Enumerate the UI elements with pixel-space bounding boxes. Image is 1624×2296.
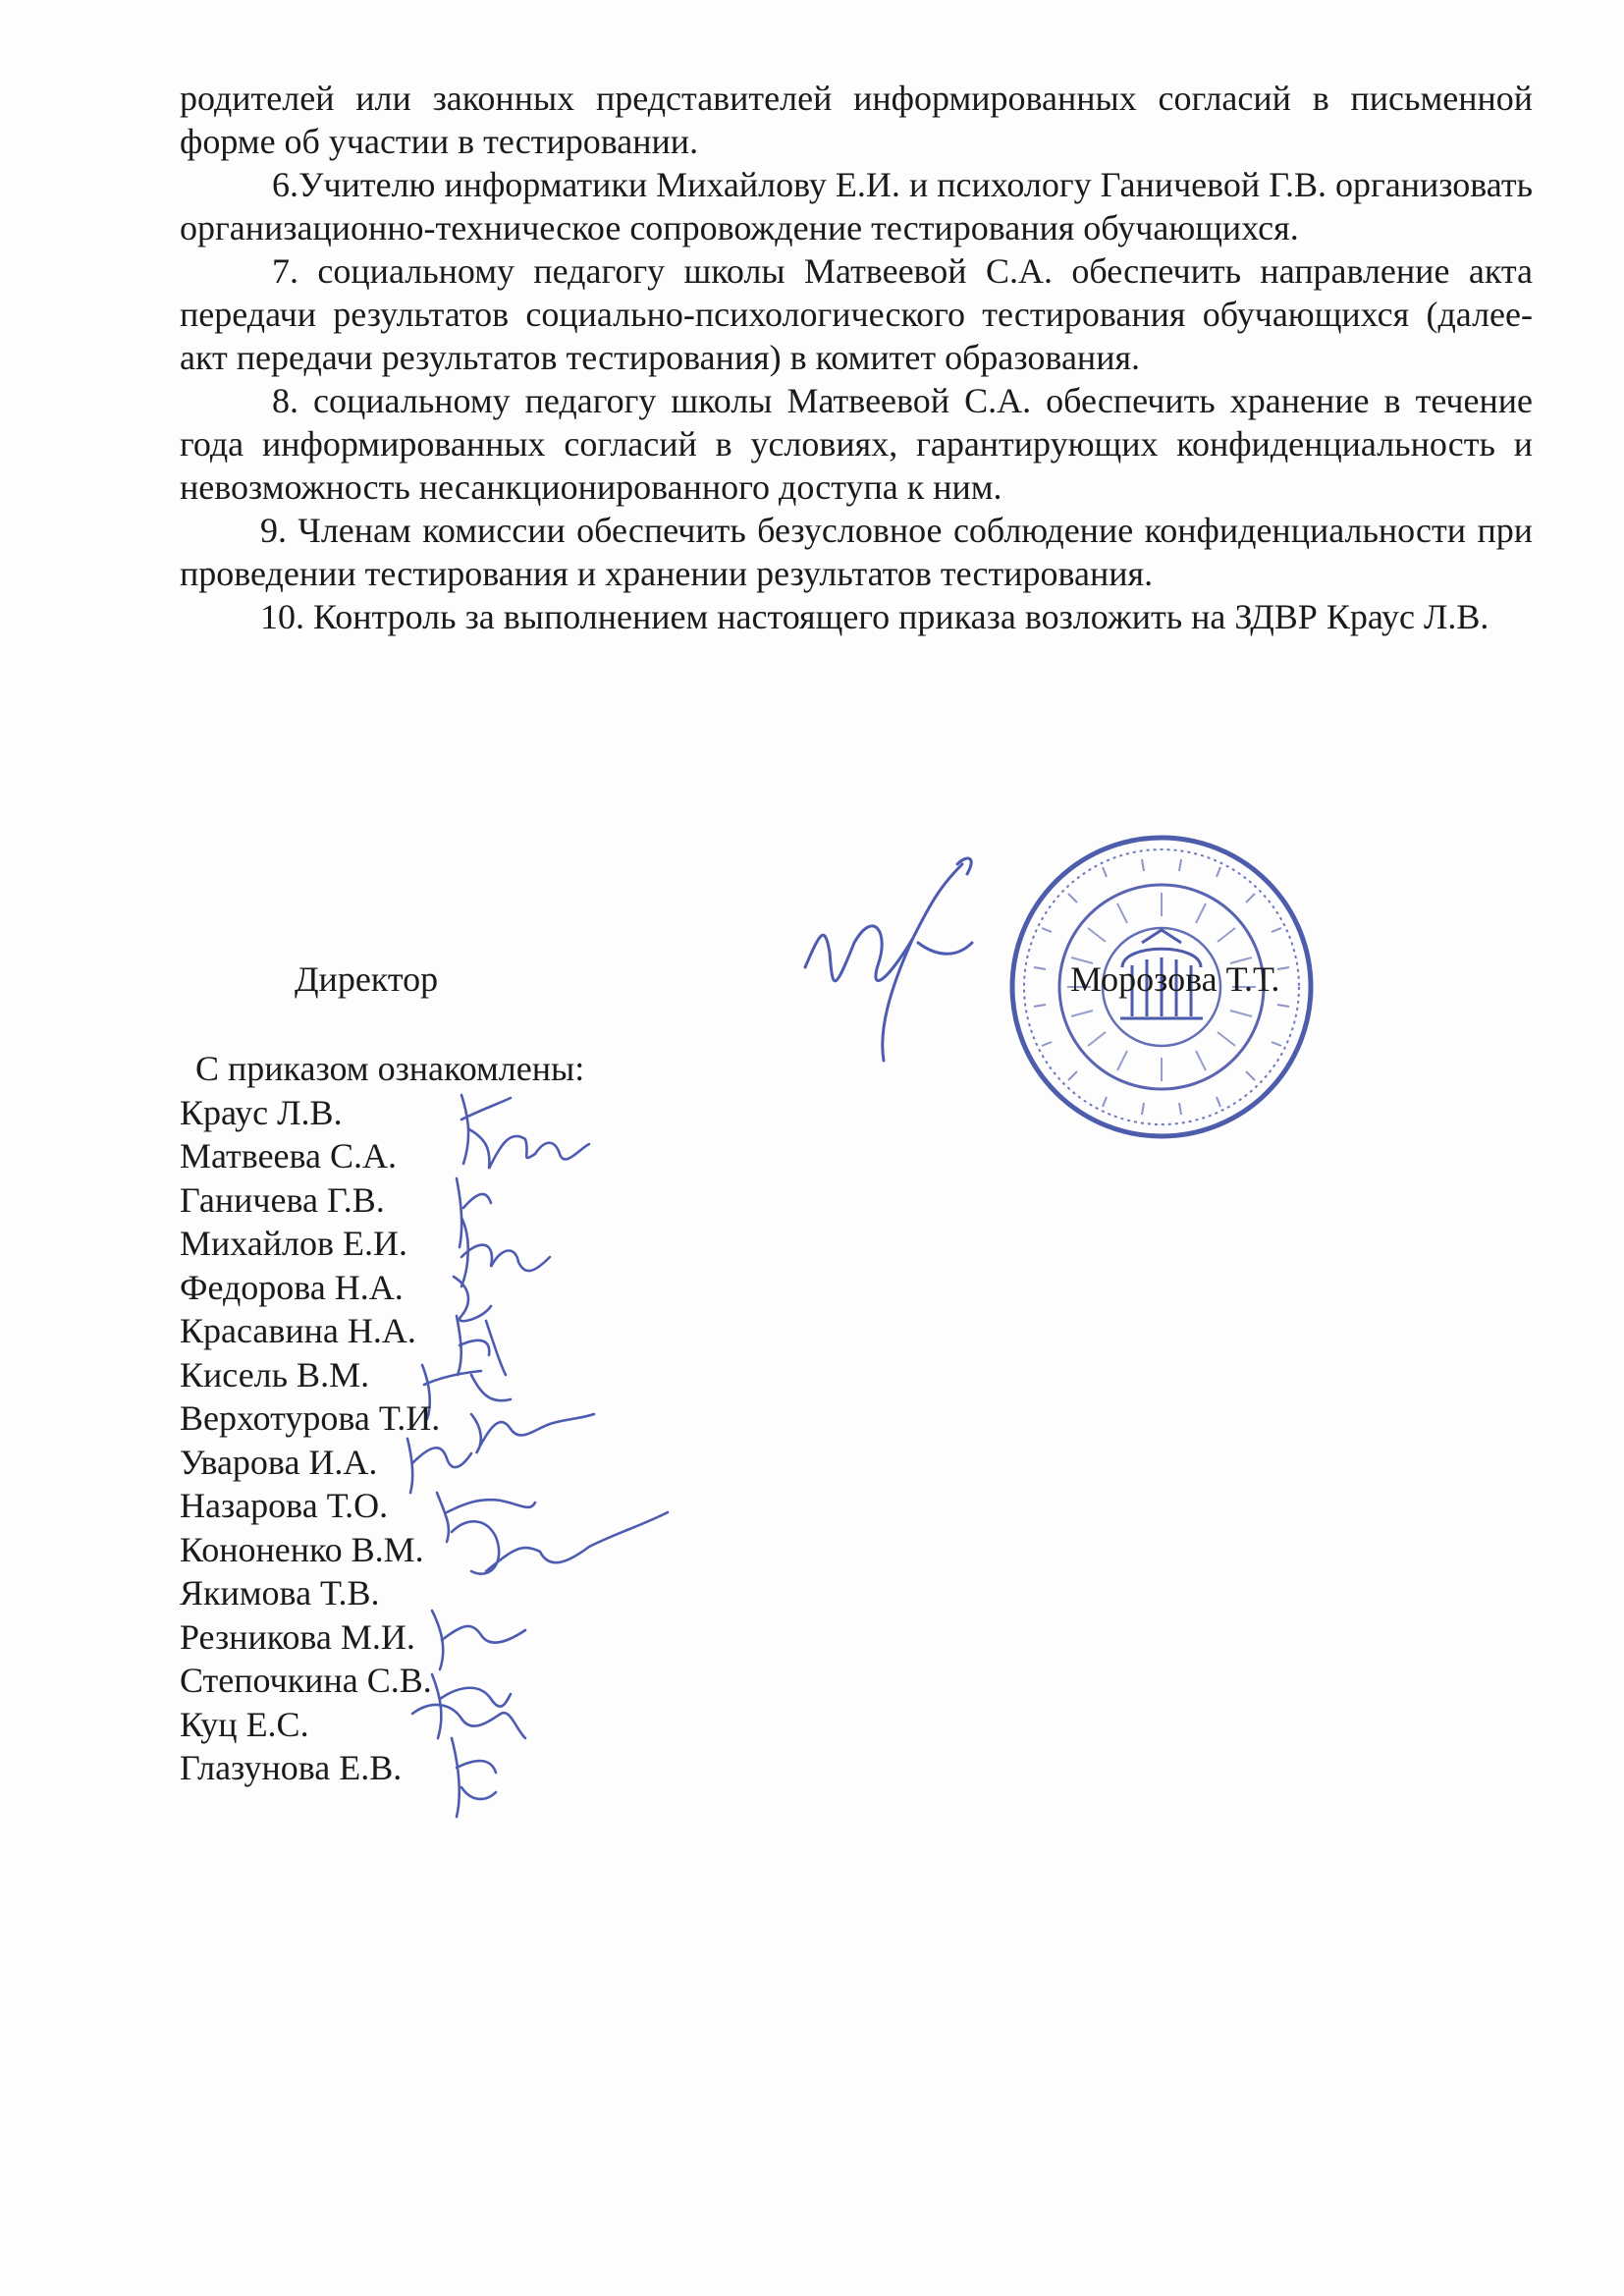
acknowledged-person: Кисель В.М. [180,1354,370,1394]
acknowledged-person: Федорова Н.А. [180,1267,404,1307]
acknowledged-person: Назарова Т.О. [180,1486,389,1525]
acknowledgement-list [180,1047,584,1790]
acknowledged-person: Степочкина С.В. [180,1661,432,1700]
paragraph-item-9: 9. Членам комиссии обеспечить безусловное соблюдение конфиденциальности при проведении тестирования и хранении результатов тестирования. [180,511,1533,593]
acknowledged-person: Красавина Н.А. [180,1311,416,1350]
acknowledged-person: Михайлов Е.И. [180,1224,407,1263]
paragraph-item-7: 7. социальному педагогу школы Матвеевой С.А. обеспечить направление акта передачи результатов социально-психологического тестирования обучающихся (далее- акт передачи результатов тестирования) в комитет образования. [180,251,1533,377]
director-label: Директор [295,959,439,999]
acknowledged-person: Краус Л.В. [180,1092,343,1132]
director-name: Морозова Т.Т. [1070,959,1280,999]
paragraph-continuation: родителей или законных представителей информированных согласий в письменной форме об участии в тестировании. [180,79,1533,161]
acknowledgement-title: С приказом ознакомлены: [195,1049,585,1088]
acknowledged-person: Глазунова Е.В. [180,1748,403,1787]
acknowledgement-names [180,1091,584,1790]
acknowledged-person: Якимова Т.В. [180,1573,380,1613]
acknowledged-person: Кононенко В.М. [180,1529,424,1569]
acknowledged-person: Уварова И.А. [180,1442,378,1482]
acknowledged-person: Куц Е.С. [180,1704,309,1744]
director-signature-icon [805,858,972,1061]
acknowledged-person: Матвеева С.А. [180,1136,398,1175]
acknowledged-person: Верхотурова Т.И. [180,1398,441,1438]
acknowledged-person: Резникова М.И. [180,1616,415,1657]
paragraph-item-10: 10. Контроль за выполнением настоящего приказа возложить на ЗДВР Краус Л.В. [260,597,1489,636]
paragraph-item-6: 6.Учителю информатики Михайлову Е.И. и психологу Ганичевой Г.В. организовать организационно-техническое сопровождение тестирования обучающихся. [180,165,1533,247]
acknowledged-person: Ганичева Г.В. [180,1179,385,1220]
paragraph-item-8: 8. социальному педагогу школы Матвеевой С.А. обеспечить хранение в течение года информированных согласий в условиях, гарантирующих конфиденциальность и невозможность несанкционированного доступа к ним. [180,381,1533,507]
